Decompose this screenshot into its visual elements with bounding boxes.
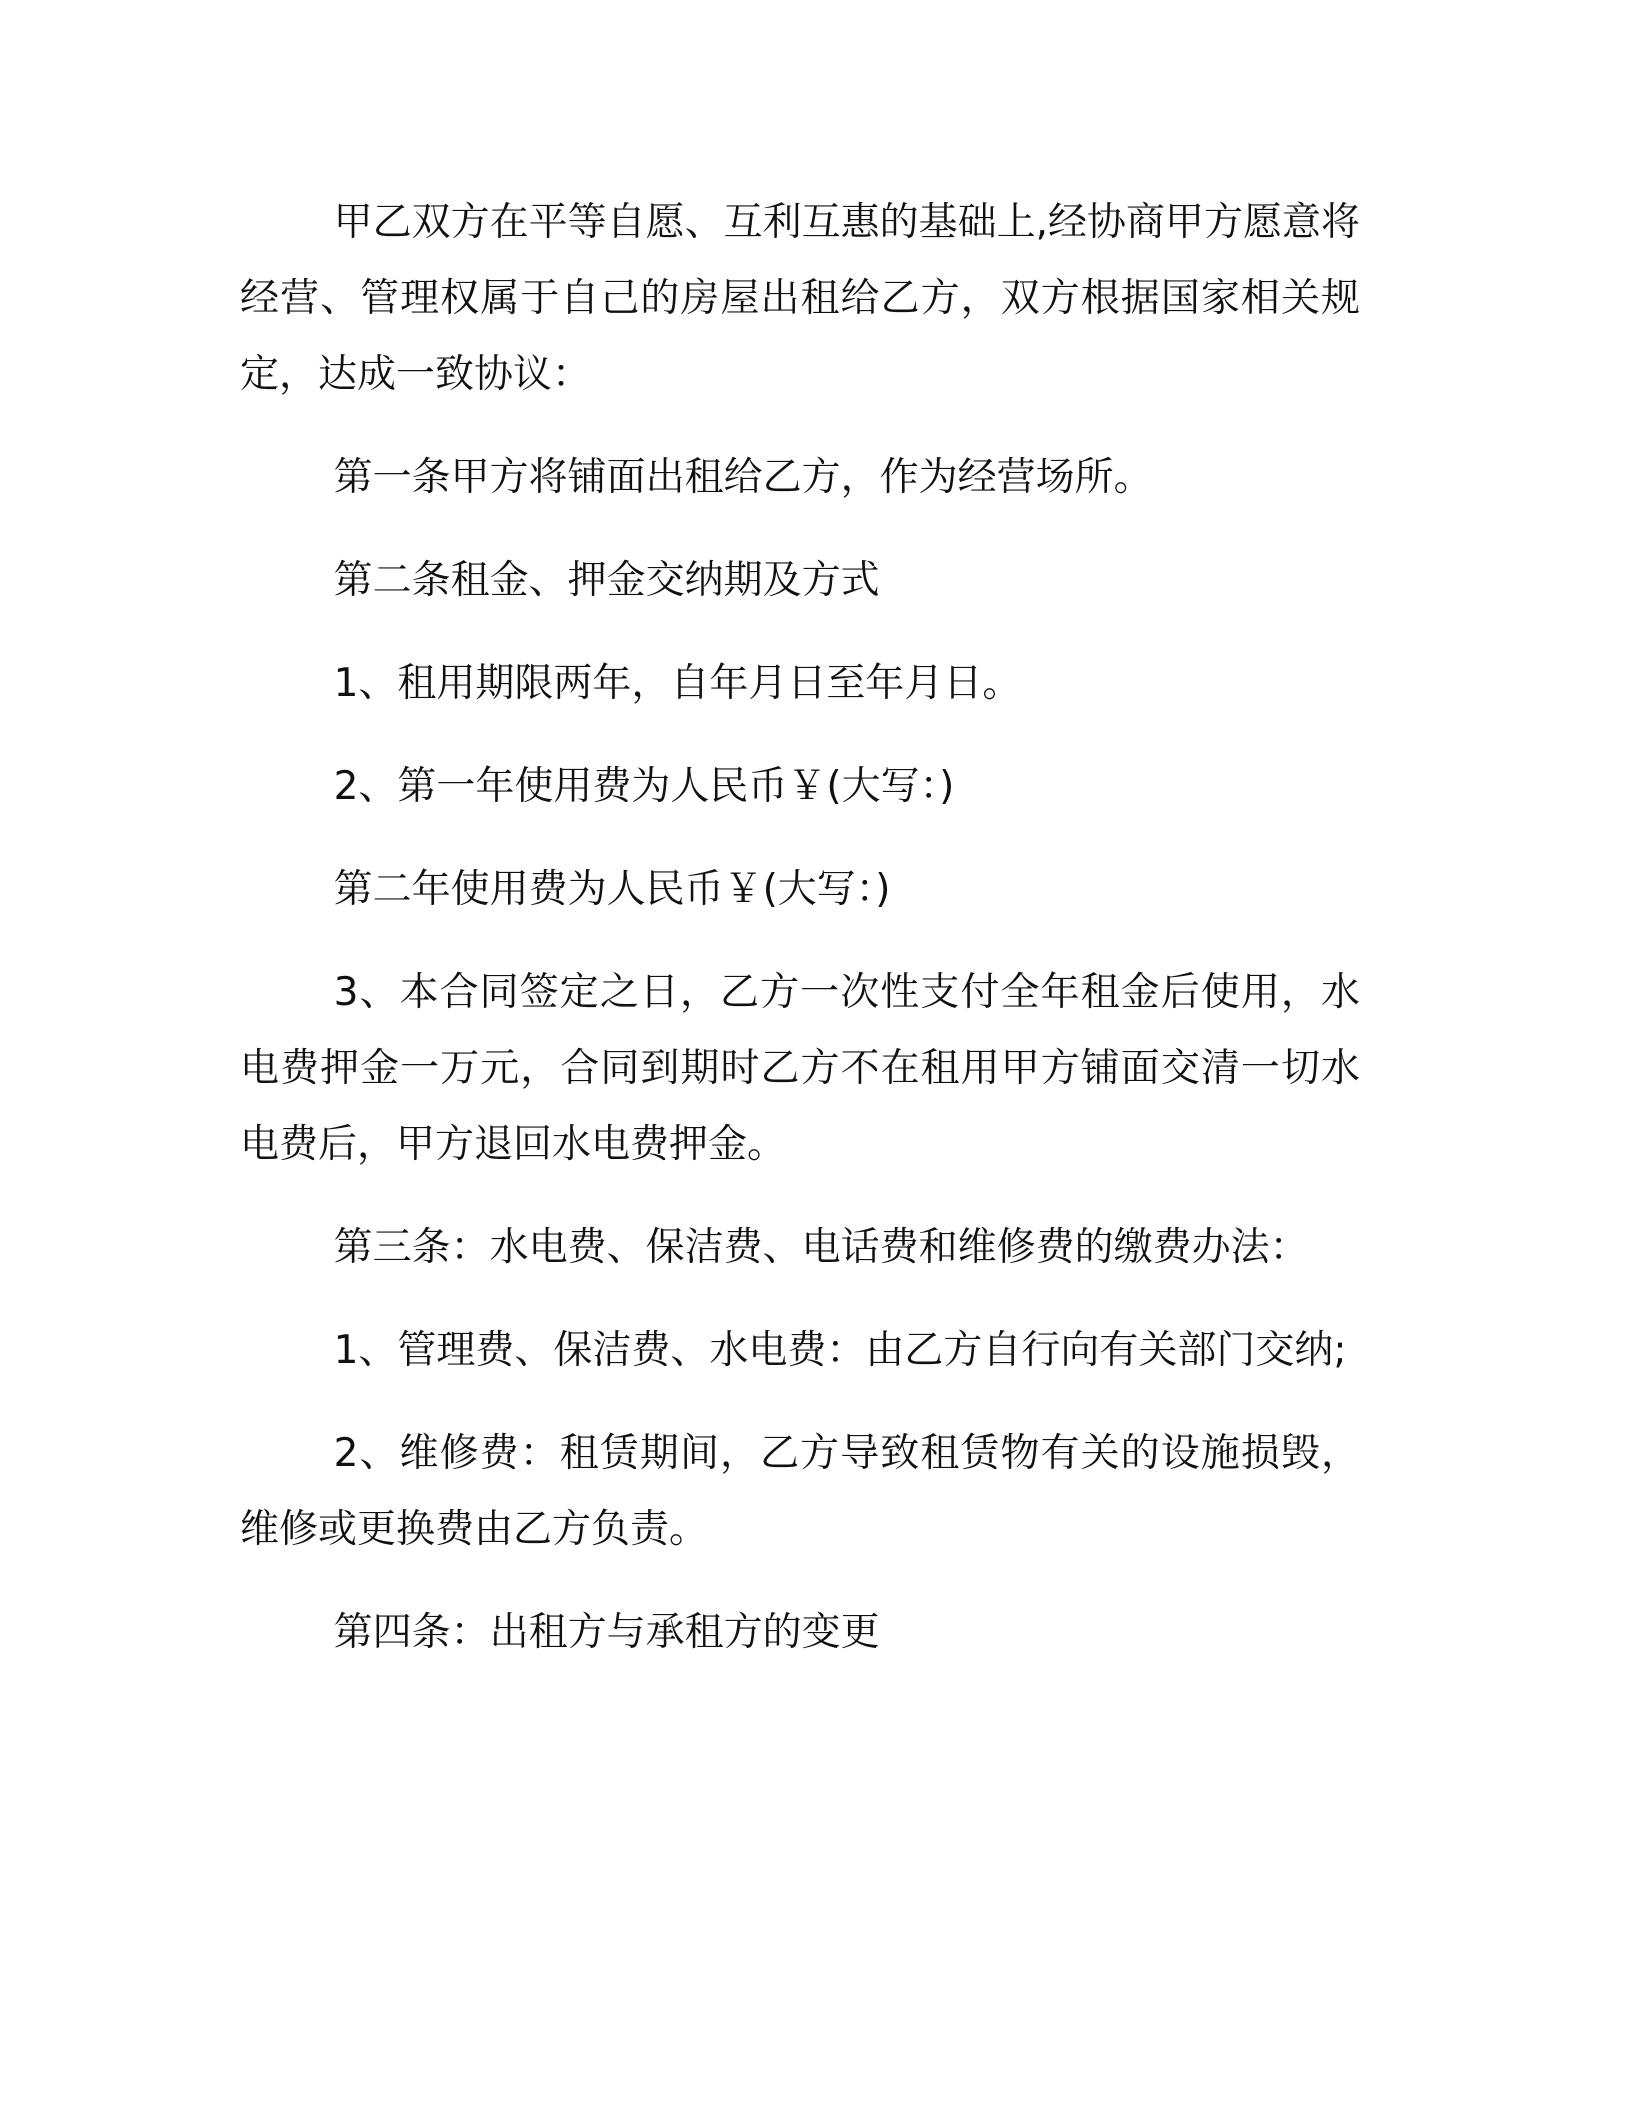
- document-body: [240, 185, 1360, 1698]
- paragraph-article-2-item-3: 3、本合同签定之日，乙方一次性支付全年租金后使用，水电费押金一万元，合同到期时乙方不在租用甲方铺面交清一切水电费后，甲方退回水电费押金。: [240, 970, 1360, 1167]
- paragraph-article-1: 第一条甲方将铺面出租给乙方，作为经营场所。: [333, 455, 1153, 500]
- paragraph-intro: 甲乙双方在平等自愿、互利互惠的基础上,经协商甲方愿意将经营、管理权属于自己的房屋出租给乙方，双方根据国家相关规定，达成一致协议：: [240, 200, 1360, 397]
- paragraph-article-2-heading: 第二条租金、押金交纳期及方式: [333, 558, 880, 603]
- paragraph-article-2-item-1: 1、租用期限两年，自年月日至年月日。: [333, 661, 1022, 706]
- paragraph-article-3-heading: 第三条：水电费、保洁费、电话费和维修费的缴费办法：: [333, 1225, 1309, 1270]
- paragraph-article-2-item-2b: 第二年使用费为人民币￥(大写：): [333, 867, 891, 912]
- paragraph-article-3-item-1: 1、管理费、保洁费、水电费：由乙方自行向有关部门交纳;: [333, 1328, 1347, 1373]
- paragraph-article-3-item-2: 2、维修费：租赁期间，乙方导致租赁物有关的设施损毁，维修或更换费由乙方负责。: [240, 1431, 1360, 1552]
- paragraph-article-2-item-2: 2、第一年使用费为人民币￥(大写：): [333, 764, 955, 809]
- paragraph-article-4-heading: 第四条：出租方与承租方的变更: [333, 1610, 880, 1655]
